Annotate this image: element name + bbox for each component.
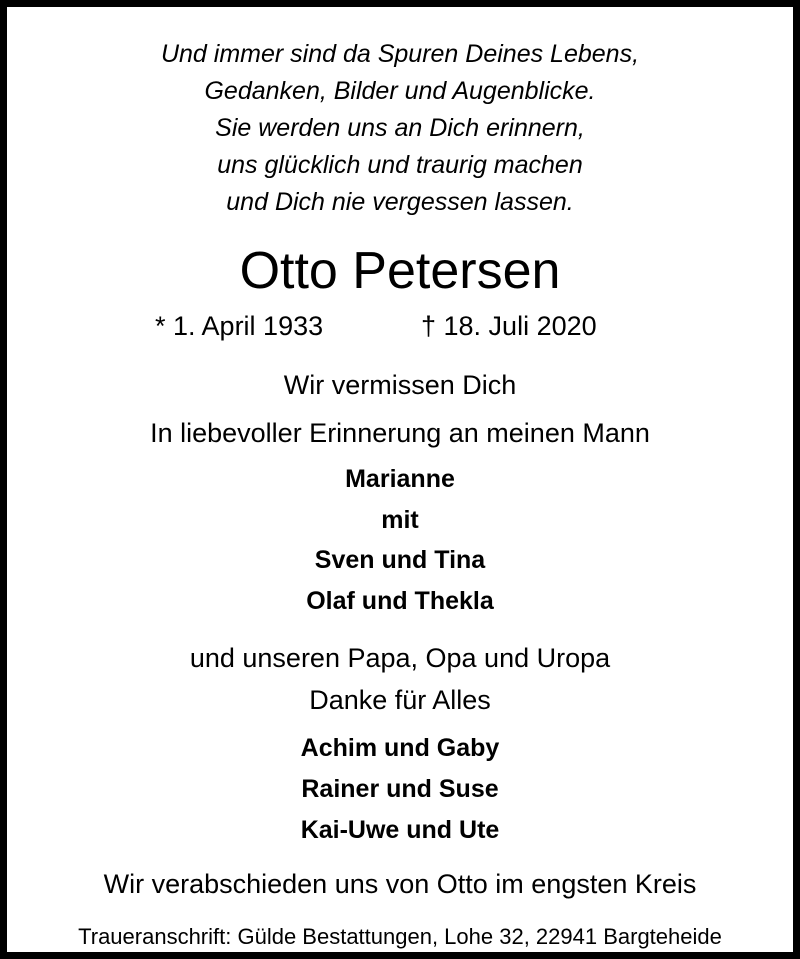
poem-line: Sie werden uns an Dich erinnern, — [215, 114, 585, 142]
heading-miss: Wir vermissen Dich — [283, 370, 517, 400]
poem-line: und Dich nie vergessen lassen. — [226, 188, 574, 216]
mourner-name: Marianne — [345, 465, 455, 493]
poem-line: uns glücklich und traurig machen — [217, 151, 583, 179]
mourner-name: Olaf und Thekla — [306, 587, 494, 615]
mourner-name: Rainer und Suse — [301, 775, 499, 803]
thanks-line: Danke für Alles — [309, 685, 491, 715]
deceased-name: Otto Petersen — [239, 242, 561, 300]
death-date: † 18. Juli 2020 — [421, 311, 597, 341]
poem-line: Gedanken, Bilder und Augenblicke. — [204, 77, 596, 105]
poem-line: Und immer sind da Spuren Deines Lebens, — [160, 40, 640, 68]
dedication-line: In liebevoller Erinnerung an meinen Mann — [150, 418, 650, 448]
dedication-line: und unseren Papa, Opa und Uropa — [189, 643, 611, 673]
farewell-line: Wir verabschieden uns von Otto im engsten Kreis — [103, 869, 697, 899]
birth-date: * 1. April 1933 — [155, 311, 324, 341]
address-footer: Traueranschrift: Gülde Bestattungen, Lohe 32, 22941 Bargteheide — [78, 924, 722, 949]
mourner-name: Kai-Uwe und Ute — [300, 816, 500, 844]
mourner-name: Achim und Gaby — [300, 734, 500, 762]
mourner-name: Sven und Tina — [314, 546, 486, 574]
mourner-name: mit — [381, 506, 419, 534]
